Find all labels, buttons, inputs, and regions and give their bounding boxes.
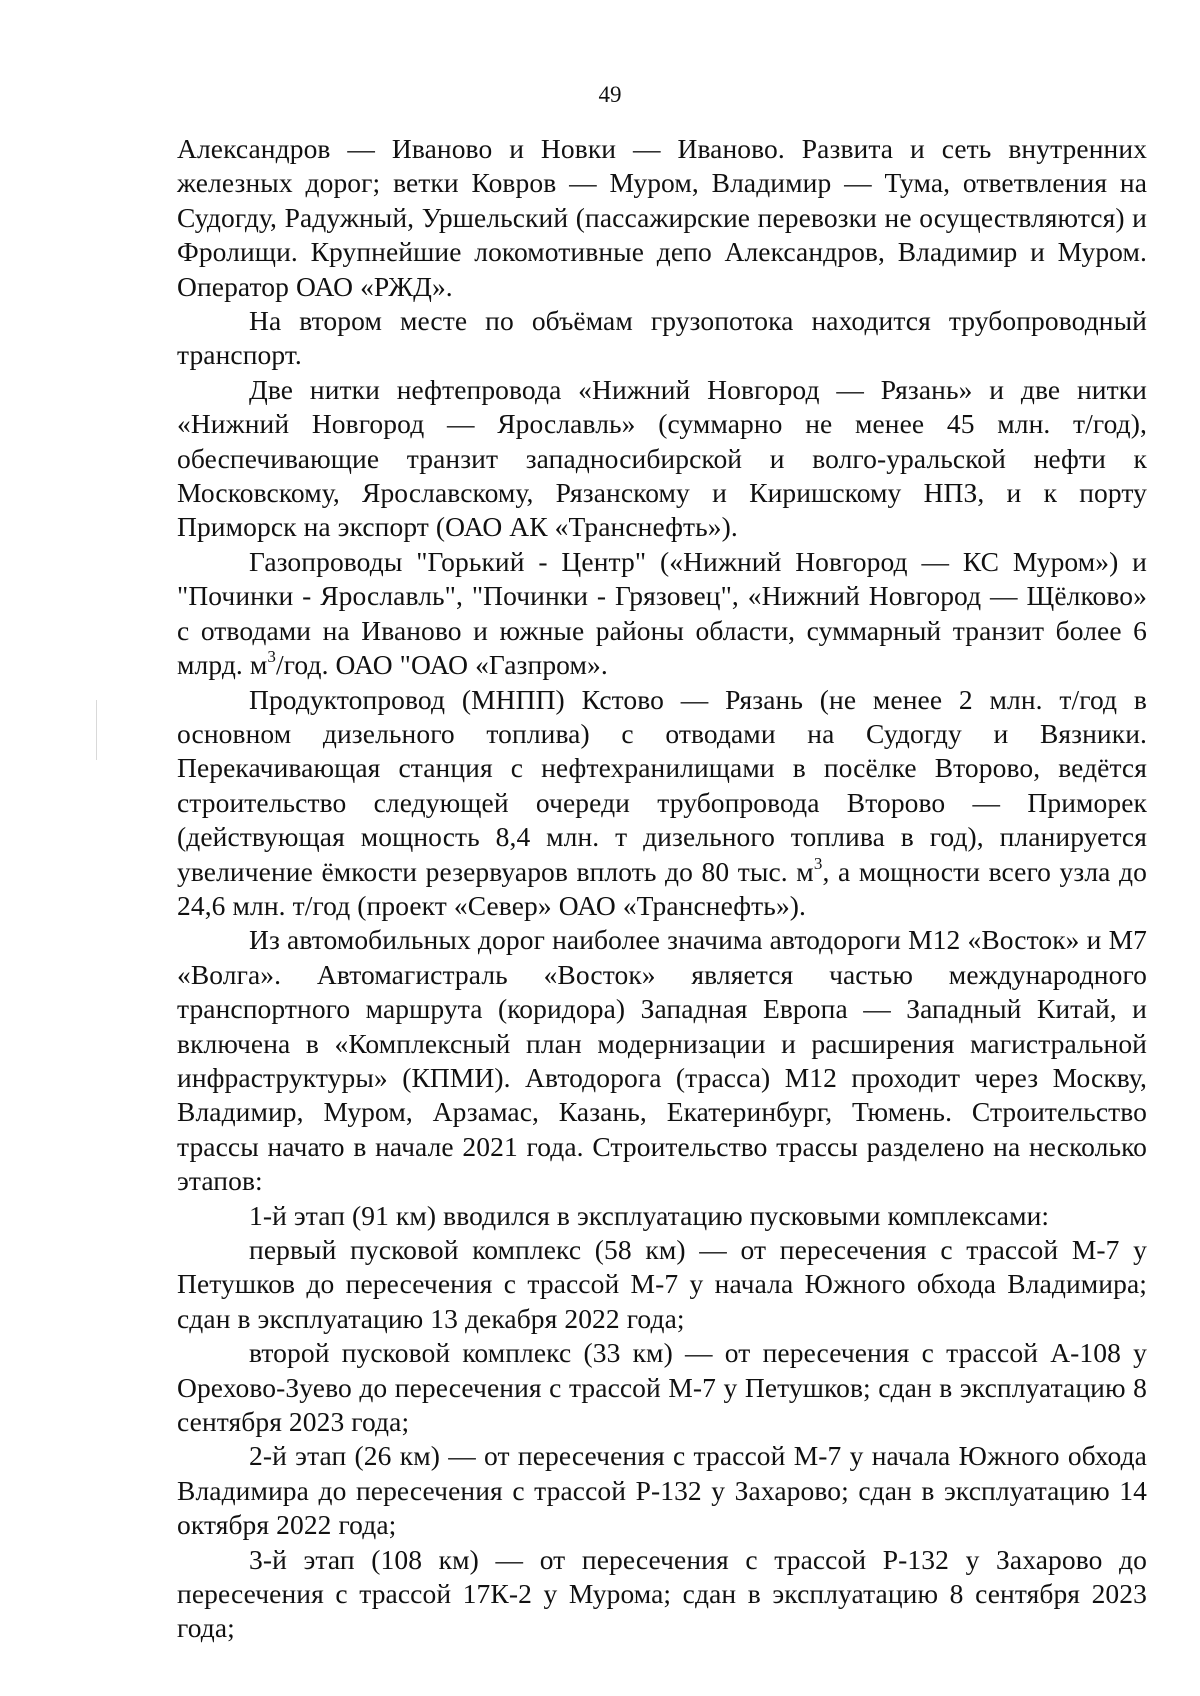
paragraph-pipeline-transport: На втором месте по объёмам грузопотока находится трубопроводный транспорт. — [177, 305, 1147, 371]
paragraph-railways-continued: Александров — Иваново и Новки — Иваново. Развита и сеть внутренних железных дорог; ветки Ковров — Муром, Владимир — Тума, ответвления на Судогду, Радужный, Уршельский (пассажирские перевозки не осуществляются) и Фролищи. Крупнейшие локомотивные депо Александров, Владимир и Муром. Оператор ОАО «РЖД». — [177, 133, 1147, 302]
gas-pipelines-text: Газопроводы "Горький - Центр" («Нижний Новгород — КС Муром») и "Починки - Ярославль", "Починки - Грязовец", «Нижний Новгород — Щёлково» с отводами на Иваново и южные районы области, суммарный транзит более 6 млрд. м — [177, 545, 1147, 681]
paragraph-stage-3: 3-й этап (108 км) — от пересечения с трассой Р-132 у Захарово до пересечения с трассой 17К-2 у Мурома; сдан в эксплуатацию 8 сентября 2023 года; — [177, 1543, 1147, 1644]
paragraph-oil-pipelines: Две нитки нефтепровода «Нижний Новгород — Рязань» и две нитки «Нижний Новгород — Ярославль» (суммарно не менее 45 млн. т/год), обеспечивающие транзит западносибирской и волго-уральской нефти к Московскому, Ярославскому, Рязанскому и Киришскому НПЗ, и к порту Приморск на экспорт (ОАО АК «Транснефть»). — [177, 373, 1147, 543]
paragraph-second-launch-complex: второй пусковой комплекс (33 км) — от пересечения с трассой А-108 у Орехово-Зуево до пересечения с трассой М-7 у Петушков; сдан в эксплуатацию 8 сентября 2023 года; — [177, 1337, 1147, 1438]
cubic-superscript: 3 — [813, 853, 823, 873]
paragraph-stage-2: 2-й этап (26 км) — от пересечения с трассой М-7 у начала Южного обхода Владимира до пересечения с трассой Р-132 у Захарово; сдан в эксплуатацию 14 октября 2022 года; — [177, 1440, 1147, 1541]
scan-margin-mark — [96, 700, 97, 760]
gas-pipelines-text-end: /год. ОАО "ОАО «Газпром». — [275, 649, 608, 681]
cubic-superscript: 3 — [267, 647, 276, 667]
body-text — [177, 132, 1147, 1646]
paragraph-product-pipeline — [177, 683, 1147, 924]
page-number: 49 — [598, 82, 622, 107]
paragraph-stage-1: 1-й этап (91 км) вводился в эксплуатацию пусковыми комплексами: — [249, 1199, 1050, 1231]
product-pipeline-text: Продуктопровод (МНПП) Кстово — Рязань (не менее 2 млн. т/год в основном дизельного топлива) с отводами на Судогду и Вязники. Перекачивающая станция с нефтехранилищами в посёлке Второво, ведётся строительство следующей очереди трубопровода Второво — Приморек (действующая мощность 8,4 млн. т дизельного топлива в год), планируется увеличение ёмкости резервуаров вплоть до 80 тыс. м — [177, 683, 1147, 887]
product-pipeline-text-end: , а мощности всего узла до 24,6 млн. т/год (проект «Север» ОАО «Транснефть»). — [177, 855, 1147, 921]
paragraph-highways: Из автомобильных дорог наиболее значима автодороги М12 «Восток» и М7 «Волга». Автомагистраль «Восток» является частью международного транспортного маршрута (коридора) Западная Европа — Западный Китай, и включена в «Комплексный план модернизации и расширения магистральной инфраструктуры» (КПМИ). Автодорога (трасса) М12 проходит через Москву, Владимир, Муром, Арзамас, Казань, Екатеринбург, Тюмень. Строительство трассы начато в начале 2021 года. Строительство трассы разделено на несколько этапов: — [177, 924, 1147, 1197]
paragraph-gas-pipelines — [177, 545, 1147, 683]
paragraph-first-launch-complex: первый пусковой комплекс (58 км) — от пересечения с трассой М-7 у Петушков до пересечения с трассой М-7 у начала Южного обхода Владимира; сдан в эксплуатацию 13 декабря 2022 года; — [177, 1234, 1147, 1334]
